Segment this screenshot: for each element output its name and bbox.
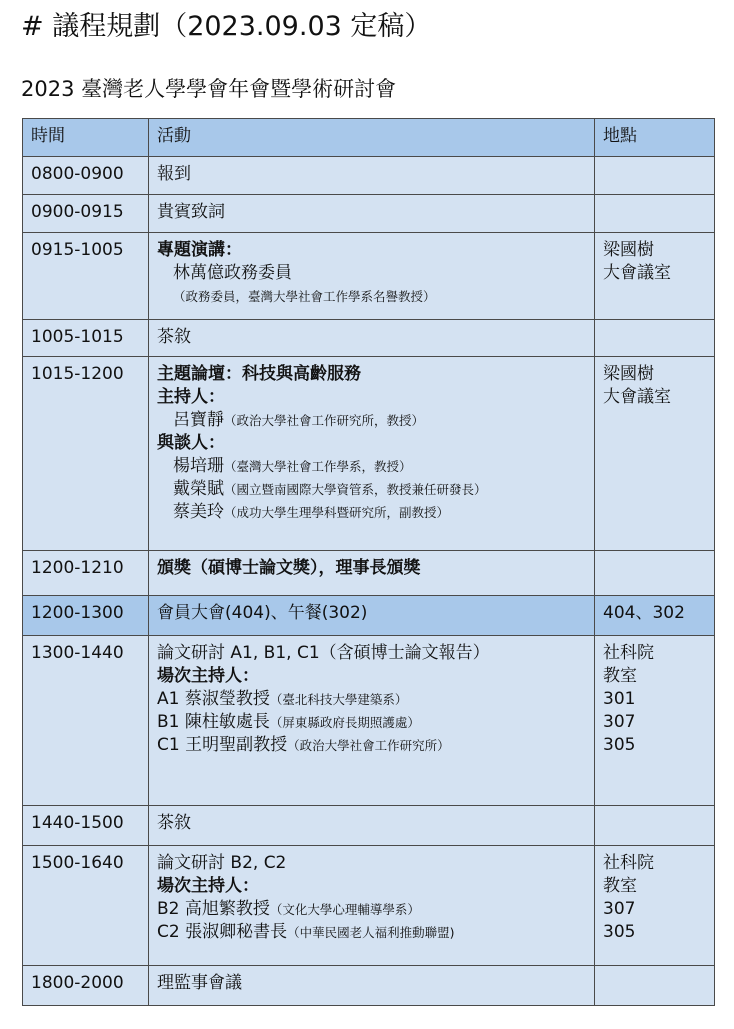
keynote-speaker: 林萬億政務委員 (173, 263, 292, 283)
row-activity: 茶敘 (149, 806, 595, 846)
session-host-affiliation: （屏東縣政府長期照護處） (269, 715, 420, 730)
row-time: 0900-0915 (23, 195, 149, 233)
table-header-row (23, 119, 715, 157)
session-host-name: C1 王明聖副教授 (157, 735, 288, 755)
session-host-name: C2 張淑卿秘書長 (157, 922, 288, 942)
row-place (595, 233, 715, 320)
session-host (157, 711, 586, 734)
session-title: 論文研討 B2, C2 (157, 853, 287, 873)
panelist-entry (157, 501, 586, 524)
place-line: 307 (603, 712, 636, 732)
session-host-affiliation: （中華民國老人福利推動聯盟) (287, 925, 455, 940)
row-time: 1200-1300 (23, 596, 149, 636)
place-line: 梁國樹 (603, 364, 654, 384)
row-time: 0915-1005 (23, 233, 149, 320)
host-entry (157, 409, 586, 432)
session-host (157, 734, 586, 757)
row-place: 404、302 (595, 596, 715, 636)
row-activity (149, 233, 595, 320)
header-place: 地點 (595, 119, 715, 157)
row-place (595, 320, 715, 357)
row-time: 1500-1640 (23, 846, 149, 966)
panelist-affiliation: （國立暨南國際大學資管系，教授兼任研發長） (224, 482, 487, 497)
row-place (595, 806, 715, 846)
place-line: 301 (603, 689, 636, 709)
row-place (595, 551, 715, 596)
host-affiliation: （政治大學社會工作研究所，教授） (224, 413, 425, 428)
row-time: 0800-0900 (23, 157, 149, 195)
place-line: 社科院 (603, 853, 654, 873)
place-line: 307 (603, 899, 636, 919)
row-place (595, 966, 715, 1006)
table-row (23, 966, 715, 1006)
row-activity: 會員大會(404)、午餐(302) (149, 596, 595, 636)
row-activity: 貴賓致詞 (149, 195, 595, 233)
panelist-name: 楊培珊 (173, 456, 224, 476)
table-row (23, 846, 715, 966)
header-time: 時間 (23, 119, 149, 157)
row-place (595, 357, 715, 551)
header-activity: 活動 (149, 119, 595, 157)
row-time: 1015-1200 (23, 357, 149, 551)
panelist-entry (157, 478, 586, 501)
session-host (157, 921, 586, 944)
place-line: 大會議室 (603, 387, 671, 407)
keynote-affiliation: （政務委員，臺灣大學社會工作學系名譽教授） (173, 289, 436, 304)
keynote-title: 專題演講： (157, 240, 242, 260)
host-name: 呂寶靜 (173, 410, 224, 430)
session-host (157, 688, 586, 711)
row-activity (149, 846, 595, 966)
row-time: 1440-1500 (23, 806, 149, 846)
row-time: 1800-2000 (23, 966, 149, 1006)
table-row (23, 357, 715, 551)
place-line: 305 (603, 922, 636, 942)
session-title: 論文研討 A1, B1, C1（含碩博士論文報告） (157, 643, 490, 663)
session-host-affiliation: （文化大學心理輔導學系） (269, 902, 420, 917)
row-place (595, 846, 715, 966)
row-activity (149, 636, 595, 806)
panelist-name: 戴榮賦 (173, 479, 224, 499)
panelist-entry (157, 455, 586, 478)
session-host-affiliation: （臺北科技大學建築系） (269, 692, 408, 707)
table-row (23, 551, 715, 596)
row-time: 1200-1210 (23, 551, 149, 596)
table-row (23, 233, 715, 320)
panelist-name: 蔡美玲 (173, 502, 224, 522)
panelist-affiliation: （成功大學生理學科暨研究所，副教授） (224, 505, 450, 520)
place-line: 梁國樹 (603, 240, 654, 260)
place-line: 教室 (603, 666, 637, 686)
table-row (23, 806, 715, 846)
table-row (23, 195, 715, 233)
host-label: 場次主持人： (157, 876, 259, 896)
place-line: 社科院 (603, 643, 654, 663)
session-host-name: B1 陳柱敏處長 (157, 712, 270, 732)
session-host (157, 898, 586, 921)
row-place (595, 157, 715, 195)
panelist-affiliation: （臺灣大學社會工作學系，教授） (224, 459, 412, 474)
row-place (595, 636, 715, 806)
panel-label: 與談人： (157, 433, 225, 453)
row-time: 1005-1015 (23, 320, 149, 357)
session-host-name: B2 高旭繁教授 (157, 899, 270, 919)
row-activity: 茶敘 (149, 320, 595, 357)
row-activity: 理監事會議 (149, 966, 595, 1006)
row-time: 1300-1440 (23, 636, 149, 806)
agenda-table (22, 118, 715, 1006)
page-title: # 議程規劃（2023.09.03 定稿） (21, 11, 432, 42)
host-label: 主持人： (157, 387, 225, 407)
row-place (595, 195, 715, 233)
place-line: 大會議室 (603, 263, 671, 283)
table-row-highlighted (23, 596, 715, 636)
table-row (23, 636, 715, 806)
place-line: 教室 (603, 876, 637, 896)
place-line: 305 (603, 735, 636, 755)
session-host-name: A1 蔡淑瑩教授 (157, 689, 270, 709)
row-activity (149, 357, 595, 551)
session-host-affiliation: （政治大學社會工作研究所） (287, 738, 450, 753)
table-row (23, 157, 715, 195)
forum-title: 主題論壇：科技與高齡服務 (157, 364, 361, 384)
row-activity: 報到 (149, 157, 595, 195)
host-label: 場次主持人： (157, 666, 259, 686)
page-subtitle: 2023 臺灣老人學學會年會暨學術研討會 (21, 77, 397, 101)
row-activity: 頒獎（碩博士論文獎），理事長頒獎 (149, 551, 595, 596)
table-row (23, 320, 715, 357)
